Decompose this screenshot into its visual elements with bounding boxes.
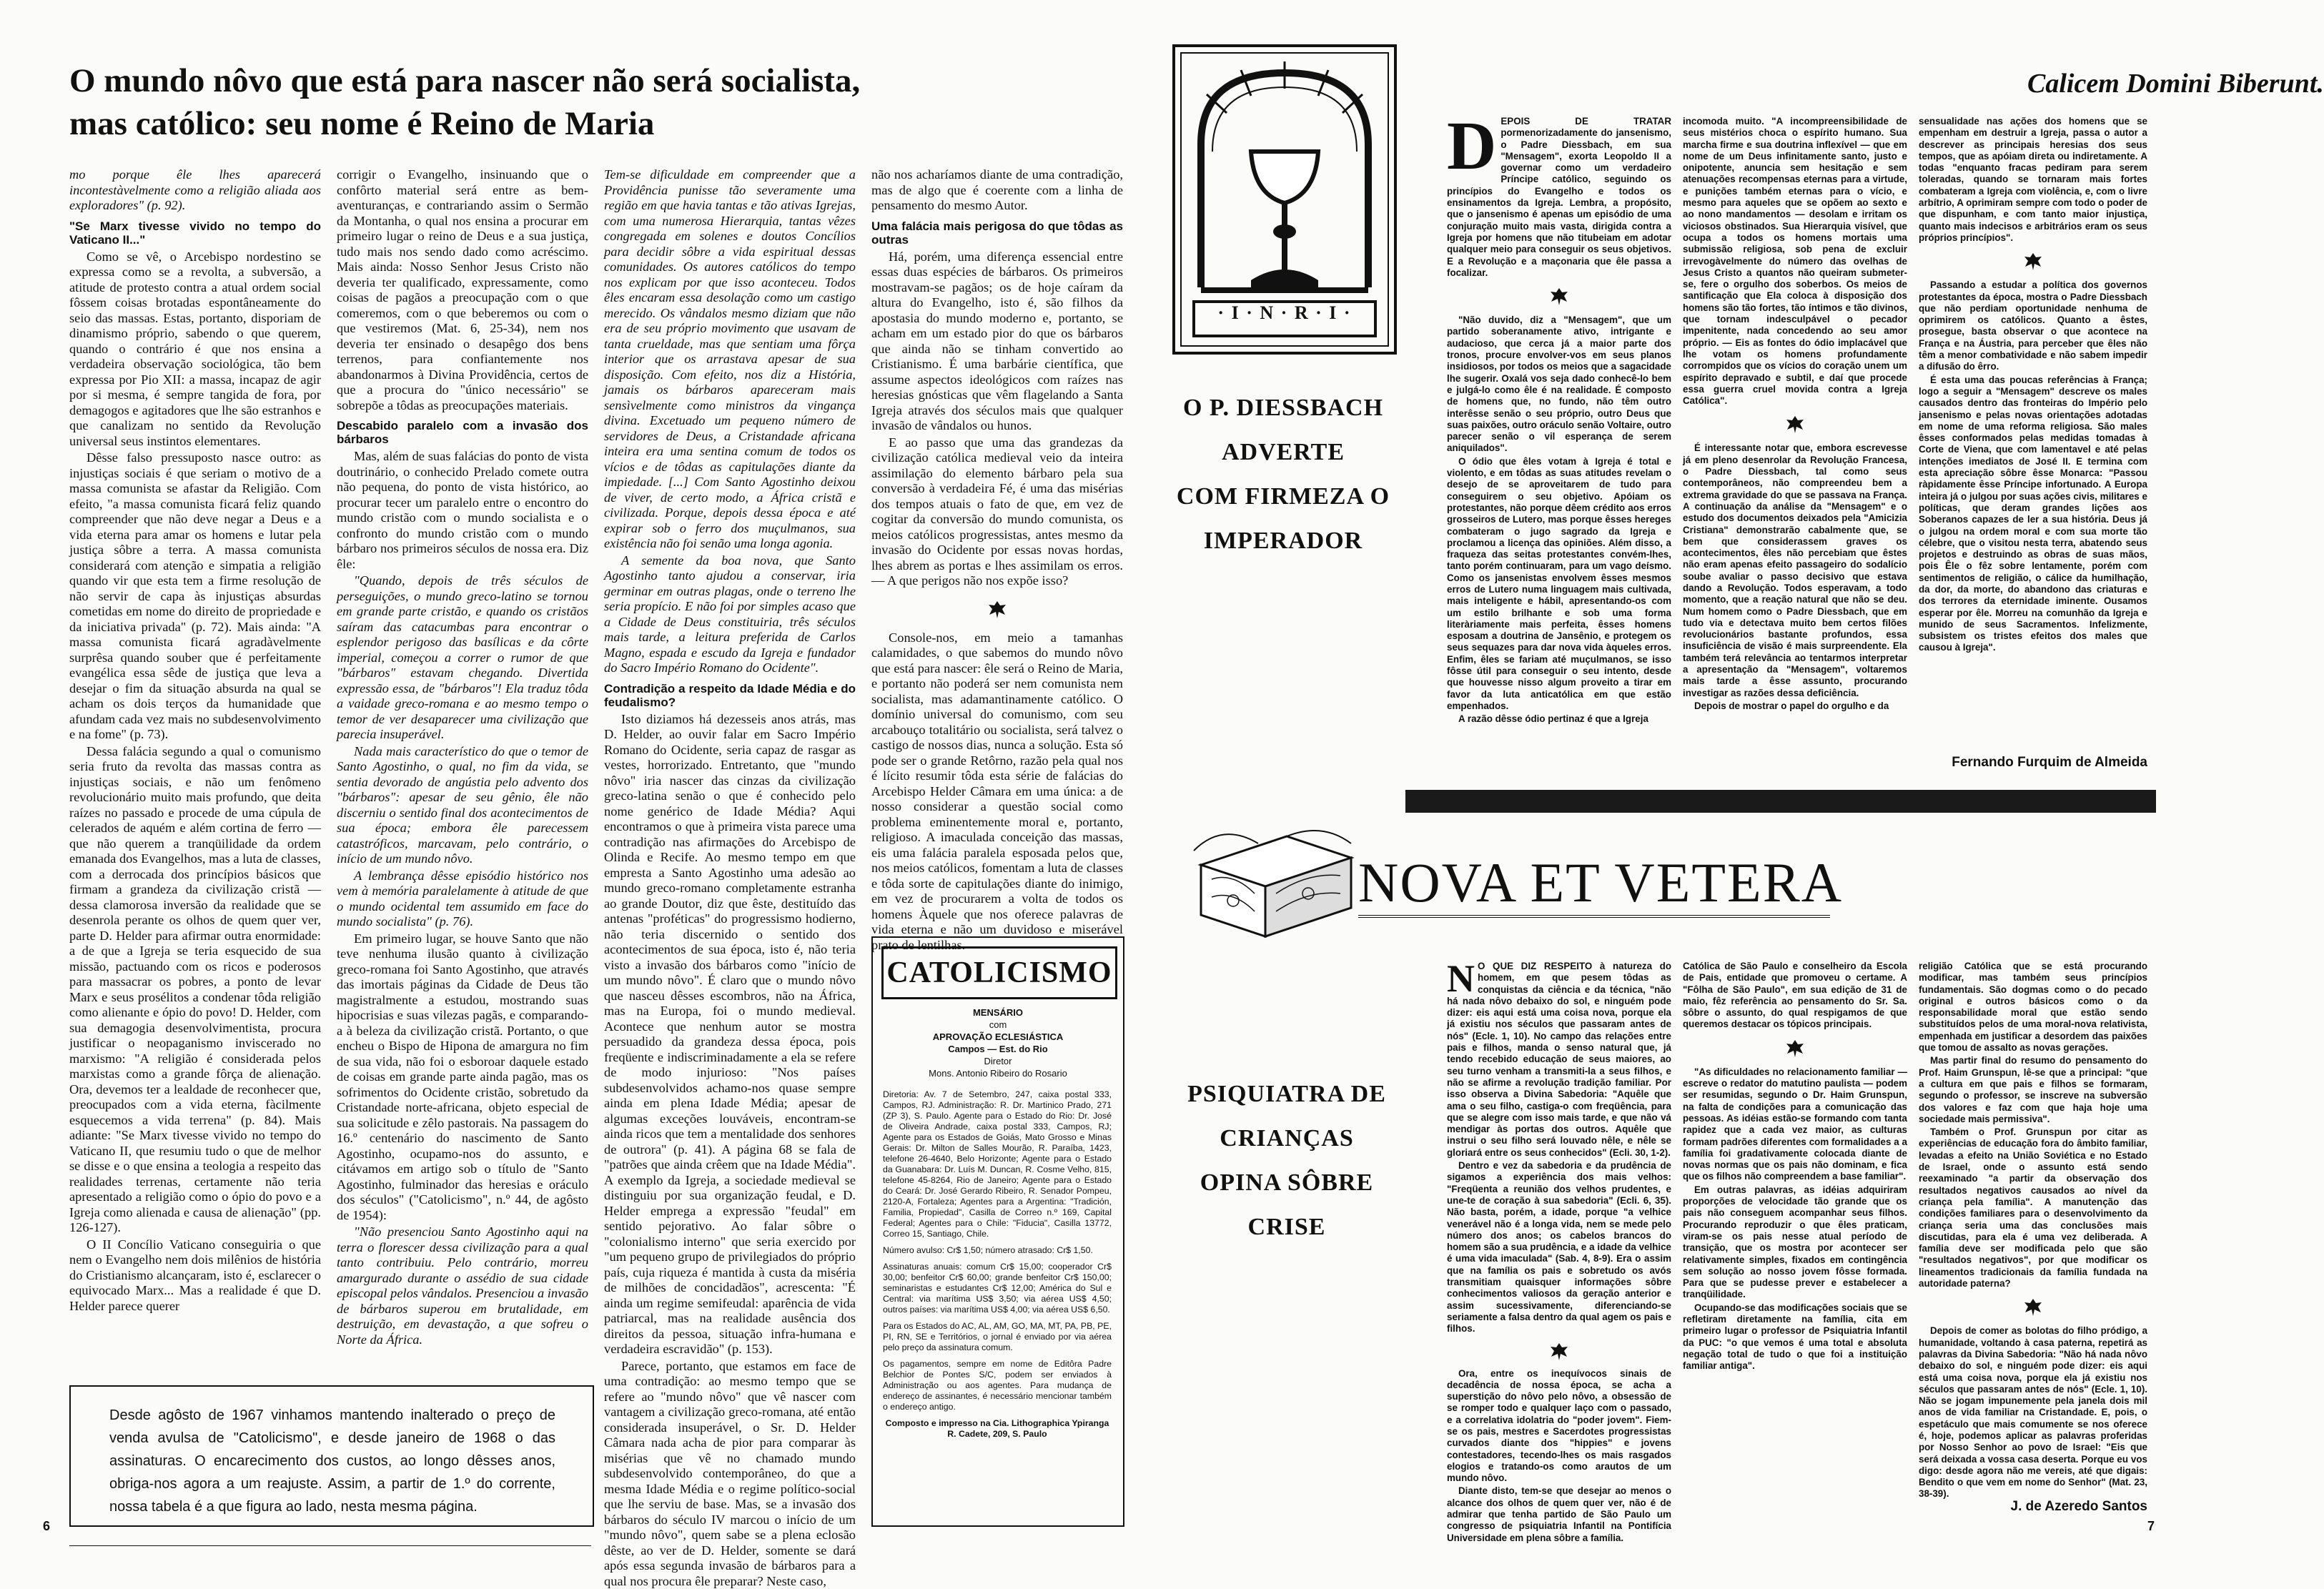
side-headline-line: OPINA SÔBRE <box>1158 1161 1415 1205</box>
column-4-paragraph: Há, porém, uma diferença essencial entre essas duas espécies de bárbaros. Os primeiros mostravam-se pagãos; os de hoje caíram da altura do Evangelho, isto é, são filhos da apostasia do mundo moderno e, portanto, se acham em um estado pior do que os bárbaros que ainda não se tinham convertido ao Cristianismo. É uma barbárie científica, que assume aspectos ideológicos com raízes nas heresias gnósticas que vêm flagelando a Santa Igreja através dos séculos mais que qualquer invasão de vândalos ou hunos. <box>871 249 1123 434</box>
side-headline-line: PSIQUIATRA DE <box>1158 1072 1415 1117</box>
treasure-chest-illustration-icon <box>1180 822 1373 944</box>
headline-line2: mas católico: seu nome é Reino de Maria <box>69 102 1142 145</box>
psiquiatra-side-headline <box>1158 1072 1415 1249</box>
article-paragraph: sensualidade nas ações dos homens que se empenham em destruir a Igreja, passa o autor a descrever as principais heresias dos seus tempos, que as apóiam direta ou indiretamente. A todas "enquanto fracas pediram para serem toleradas, quando se tornaram mais fortes combateram a Igreja com violência, e, com o livre arbítrio, A oprimiram sempre com todo o poder de que dispunham, e com tanto maior injustiça, quanto mais indecisos e arbitrários eram os seus próprios princípios". <box>1919 116 2147 244</box>
article-paragraph: O ódio que êles votam à Igreja é total e violento, e em tôdas as suas atitudes revelam o desejo de se aproveitarem de tudo para conseguirem o seu objetivo. Apóiam os protestantes, não porque dêem crédito aos erros grosseiros de Lutero, mas porque êsses hereges combateram o jugo sagrado da Igreja e proclamou a licença das opiniões. Além disso, a fraqueza das seitas protestantes convém-lhes, tanto porém continuaram, para um vago deísmo. Como os jansenistas envolvem êsses mesmos erros de Lutero numa linguagem mais cultivada, mais inteligente e hábil, apresentando-os com um estilo brilhante e sob uma forma literàriamente mais perfeita, êsses homens esposam a doutrina de Jansênio, e protegem os seus sequazes para dar nova vida àqueles erros. Enfim, êles se fariam até muçulmanos, se isso fôsse útil para conseguir o seu intento, desde que houvesse nisso algum proveito a tirar em favor da luta anticatólica em que estão empenhados. <box>1447 456 1671 713</box>
column-1-lead: mo porque êle lhes aparecerá incontestàvelmente como a religião aliada aos exploradores" (p. 92). <box>69 167 321 214</box>
diessbach-column-3 <box>1919 116 2147 752</box>
side-headline-line: COM FIRMEZA O <box>1144 475 1423 519</box>
article-paragraph: Em outras palavras, as idéias adquiriram proporções de velocidade tão grande que os pais não conseguem acompanhar seus filhos. Procurando reproduzir o que êles praticam, viram-se os pais nesse atual período de transição, que os mostra por acontecer ser relativamente simples, fixados em contingência sem solução ao nosso jovem fôsse formada. Para que se pudesse prever e estabelecer a tranqüilidade. <box>1683 1184 1907 1301</box>
column-2-paragraph: corrigir o Evangelho, insinuando que o confôrto material será entre as bem-aventuranças, e contrariando assim o Sermão da Montanha, o qual nos ensina a procurar em primeiro lugar o reino de Deus e a sua justiça, tudo mais nos sendo dado como acréscimo. Mais ainda: Nosso Senhor Jesus Cristo não deveria ter qualificado, expressamente, como coisas de pagãos a preocupação com o que comeremos, com o que beberemos ou com o que vestiremos (Mat. 6, 25-34), nem nos deveria ter ensinado o desapêgo dos bens terrenos, para confiantemente nos abandonarmos à Divina Providência, certos de que a procura do "único necessário" se sobrepõe a tôdas as preocupações materiais. <box>337 167 588 413</box>
side-headline-line: CRISE <box>1158 1205 1415 1249</box>
inri-banner: · I · N · R · I · <box>1195 302 1374 324</box>
page-number-left: 6 <box>43 1519 50 1534</box>
article-paragraph: incomoda muito. "A incompreensibilidade de seus mistérios choca o espírito humano. Sua marcha firme e sua doutrina inflexível — que em nome de um Deus infinitamente santo, justo e onipotente, anuncia sem hesitação e sem atenuações recompensas eternas para a virtude, e punições também eternas para o vício, e mesmo para aqueles que se opõem ao sexto e ao nono mandamentos — desolam e irritam os viciosos obstinados. Sua Hierarquia visível, que ocupa a todos os homens mortais uma submissão religiosa, sob pena de excluir irrevogàvelmente do número das ovelhas de Jesus Cristo a quantos não queiram submeter-se, fere o orgulho dos soberbos. Os meios de santificação que Ela coloca à disposição dos homens são tão fortes, tão íntimos e tão divinos, que tornam indesculpável o pecador impenitente, nada concedendo ao seu amor próprio. — Eis as fontes do ódio implacável que lhe votam os homens profundamente corrompidos que os vícios do coração unem um espírito depravado e subtil, e daí que procede essa guerra cruel movida contra a Igreja Católica". <box>1683 116 1907 407</box>
column-1-paragraph: O II Concílio Vaticano conseguiria o que nem o Evangelho nem dois milênios de história do Cristianismo alcançaram, isto é, esclarecer o equivocado Marx... Mas a realidade é que D. Helder parece querer <box>69 1237 321 1315</box>
masthead-header-block <box>873 1006 1123 1079</box>
article-paragraph: É interessante notar que, embora escrevesse já em pleno desenrolar da Revolução Francesa, o Padre Diessbach, tal como seus contemporâneos, não compreendeu bem a extrema gravidade do que se passava na França. A continuação da análise da "Mensagem" e o estudo dos documentos deixados pela "Amicizia Cristiana" demonstrarão cabalmente que, se bem que considerassem graves os acontecimentos, êles não percebiam que êstes não eram apenas efeito passageiro do sodalício soube avaliar o passo decisivo que estava dando a Revolução. Todos esperavam, a todo momento, que a reação natural que não se deu. Num homem como o Padre Diessbach, que em tudo via e detectava muito bem certos filões revolucionários bastante profundos, essa insuficiência de visão é mais surpreendente. Ela também terá relevância ao tentarmos interpretar a apresentação da "Mensagem", voltaremos mais tarde a êsse assunto, procurando investigar as razões dessa deficiência. <box>1683 442 1907 699</box>
drop-cap: N <box>1447 962 1475 995</box>
column-2-paragraph: Em primeiro lugar, se houve Santo que não teve nenhuma ilusão quanto à civilização greco-romana foi Santo Agostinho, que através das imortais páginas da Cidade de Deus tão magistralmente a estudou, mostrando suas hipocrisias e suas vilezas pagãs, e comparando-a à beleza da civilização cristã. Portanto, o que encheu o Bispo de Hipona de amargura no fim de sua vida, não foi o esboroar daquele estado de coisas em grande parte ainda pagão, mas os sofrimentos do Ocidente cristão, sobretudo da Cristandade norte-africana, objeto especial de sua solicitude e zêlo pastorais. Na passagem do 16.º centenário do nascimento de Santo Agostinho, ocupamo-nos do assunto, e citávamos em artigo sob o título de "Santo Agostinho, fulminador das heresias e oráculo dos séculos" ("Catolicismo", n.º 44, de agôsto de 1954): <box>337 931 588 1224</box>
article-paragraph: religião Católica que se está procurando modificar, mas também seus princípios fundamentais. São dogmas como o do pecado original e outros básicos como o da responsabilidade moral que estão sendo substituídos pelos de uma moral-nova relativista, empenhada em justificar a desordem das paixões que tomou de assalto as novas gerações. <box>1919 961 2147 1054</box>
column-3-quote: Tem-se dificuldade em compreender que a Providência punisse tão severamente uma região em que havia tantas e tão ativas Igrejas, com uma numerosa Hierarquia, tantas vêzes congregada em solenes e doutos Concílios para decidir sôbre a vida espiritual dessas comunidades. Os autores católicos do tempo nos explicam por que isso aconteceu. Todos êles encaram essa desolação como um castigo merecido. Os vândalos mesmo diziam que não era de seu próprio movimento que usavam de tanta crueldade, mas que sentiam uma fôrça interior que os arrastava apesar de sua disposição. Com efeito, nos diz a História, jamais os bárbaros apareceram mais sensìvelmente como ministros da vingança divina. Excetuado um pequeno número de servidores de Deus, a Cristandade africana inteira era uma sentina comum de todos os vícios e de tôdas as capitulações diante da impiedade. [...] Com Santo Agostinho deixou de viver, de certo modo, a África cristã e civilizada. Porque, depois dessa época e até expirar sob o ferro dos muçulmanos, sua existência não foi senão uma longa agonia. <box>604 167 856 552</box>
side-headline-line: ADVERTE <box>1144 430 1423 475</box>
column-1-paragraph: Dêsse falso pressuposto nasce outro: as injustiças sociais é que seriam o motivo de a massa comunista se afastar da Religião. Com efeito, "a massa comunista ficará feliz quando compreender que não deve negar a Deus e a vida eterna para amar os homens e lutar pela justiça sôbre a terra. A massa comunista considerará com atenção e simpatia a religião quando vir que esta tem a firme resolução de não servir de capa às injustiças absurdas cometidas em nome do direito de propriedade e da iniciativa privada" (p. 72). Mais ainda: "A massa comunista ficará agradàvelmente surprêsa quando souber que é perfeitamente evangélica essa sêde de justiça que leva a desejar o fim da situação absurda na qual se acham os dois terços da humanidade que afundam cada vez mais no subdesenvolvimento e na fome" (p. 73). <box>69 450 321 743</box>
article-paragraph: Diante disto, tem-se que desejar ao menos o alcance dos olhos de quem quer ver, não é de admirar que tenha partido de São Paulo um congresso de psiquiatria Infantil na Pontifícia Universidade em plena sôbre a família. <box>1447 1485 1671 1543</box>
page-number-right: 7 <box>2147 1519 2155 1534</box>
column-2-quote: A lembrança dêsse episódio histórico nos vem à memória paralelamente à atitude de que o mundo ocidental tem assumido em face do mundo socialista" (p. 76). <box>337 868 588 930</box>
masthead-line: APROVAÇÃO ECLESIÁSTICA <box>873 1031 1123 1043</box>
drop-cap: D <box>1447 117 1496 174</box>
headline-line1: O mundo nôvo que está para nascer não será socialista, <box>69 59 1142 102</box>
column-2-quote: "Quando, depois de três séculos de perseguições, o mundo greco-latino se tornou em grande parte cristão, e quando os cristãos saíram das catacumbas para encontrar o esplendor perigoso das basílicas e da côrte imperial, começou a correr o rumor de que "bárbaros" estavam chegando. Divertida expressão essa, de "bárbaros"! Ela traduz tôda a vaidade greco-romana e ao mesmo tempo o temor de ver desaparecer uma civilização que parecia insuperável. <box>337 573 588 743</box>
masthead-line: Diretor <box>873 1055 1123 1067</box>
psiquiatra-column-2 <box>1683 961 1907 1525</box>
column-4 <box>871 167 1123 896</box>
side-headline-line: IMPERADOR <box>1144 519 1423 563</box>
article-paragraph: A razão dêsse ódio pertinaz é que a Igreja <box>1447 713 1671 725</box>
column-3-subhead: Contradição a respeito da Idade Média e do feudalismo? <box>604 682 856 709</box>
eagle-ornament-icon <box>1548 286 1570 307</box>
article-paragraph: Depois de mostrar o papel do orgulho e da <box>1683 701 1907 712</box>
column-4-paragraph: E ao passo que uma das grandezas da civilização católica medieval veio da inteira assimilação do elemento bárbaro pela sua conversão à verdadeira Fé, é uma das misérias dos tempos atuais o fato de que, em vez de cogitar da conversão do mundo comunista, os meios católicos progressistas, antes mesmo da invasão do Ocidente por essas novas hordas, lhes abrem as portas e lhes assimilam os erros. — A que perigos não nos expõe isso? <box>871 435 1123 589</box>
article-paragraph: Dentro e vez da sabedoria e da prudência de sigamos a experiência dos mais velhos: "Freqüenta a reunião dos velhos prudentes, e une-te de coração à sua sabedoria" (Ecli. 6, 35). Não basta, porém, a idade, porque "a velhice venerável não é a longa vida, nem se mede pelo número dos anos; os cabelos brancos do homem são a sua prudência, e a idade da velhice é uma vida imaculada" (Sab. 4, 8-9). Era o assim que na família os pais e sobretudo os avós transmitiam quaisquer informações sôbre conhecimentos valiosos da geração anterior e assim sucessivamente, diferenciando-se seriamente a falsa dentro da qual agem os pais e filhos. <box>1447 1160 1671 1335</box>
column-3 <box>604 167 856 1525</box>
column-4-subhead: Uma falácia mais perigosa do que tôdas as outras <box>871 219 1123 247</box>
diessbach-column-2 <box>1683 116 1907 802</box>
column-2-paragraph: Mas, além de suas falácias do ponto de vista doutrinário, o conhecido Prelado comete outra não pequena, do ponto de vista histórico, ao procurar tecer um paralelo entre o encontro do mundo cristão com o mundo socialista e o confronto do mundo cristão com o mundo bárbaro nos primeiros séculos de nossa era. Diz êle: <box>337 449 588 572</box>
masthead-title: CATOLICISMO <box>886 956 1112 990</box>
masthead-paragraph: Assinaturas anuais: comum Cr$ 15,00; cooperador Cr$ 30,00; benfeitor Cr$ 60,00; grande benfeitor Cr$ 150,00; seminaristas e estudantes Cr$ 12,00; América do Sul e Central: via marítima US$ 3,50; via aérea US$ 4,50; outros países: via marítima US$ 4,00; via aérea US$ 6,50. <box>883 1262 1112 1315</box>
masthead-paragraph: Os pagamentos, sempre em nome de Editôra Padre Belchior de Pontes S/C, podem ser enviados à Administração ou aos agentes. Para mudança de endereço de assinantes, é necessário mencionar também o endereço antigo. <box>883 1359 1112 1412</box>
psiquiatra-column-1 <box>1447 961 1671 1525</box>
column-1-paragraph: Como se vê, o Arcebispo nordestino se expressa como se a revolta, a subversão, a atitude de protesto contra a atual ordem social fôssem coisas brotadas espontâneamente do seio das massas. Estas, portanto, disporiam de dinamismo próprio, sabendo o que querem, quando o contrário é que nos ensina a verdadeira observação sociológica, tão bem expressa por Pio XII: a massa, incapaz de agir por si mesma, é sempre tangida de fora, por demagogos e agitadores que lhe são estranhos e que canalizam no sentido da Revolução universal seus instintos elementares. <box>69 249 321 450</box>
column-4-paragraph: não nos acharíamos diante de uma contradição, mas de algo que é coerente com a linha de pensamento do mesmo Autor. <box>871 167 1123 214</box>
article-paragraph: É esta uma das poucas referências à França; logo a seguir a "Mensagem" descreve os males causados dentro das fronteiras do Império pelo jansenismo e pelas novas orientações adotadas em nome de uma reforma religiosa. São males êsses conformados pelas medidas tomadas à Corte de Viena, que com lamentavel e até pelas intenções imediatos de José II. E termina com esta apreciação sôbre êsse Monarca: "Passou ràpidamente êsse Príncipe infortunado. A Europa inteira já o julgou por suas ações civis, militares e políticas, que deram grandes lições aos Soberanos capazes de ler a sua história. Deus já o julgou na ordem moral e com sua morte tão célebre, que o visitou nesta terra, abatendo seus projetos e destruindo as obras de suas mãos, pois Êle o fêz sobre lentamente, porém com sentimentos de religião, o cálice da humilhação, da dor, da morte, do abandono das criaturas e dos terrores da eternidade iminente. Ousamos esperar por êle. Morreu na comunhão da Igreja e munido de seus Sacramentos. Infelizmente, subsistem os tristes efeitos dos males que causou à Igreja". <box>1919 375 2147 654</box>
masthead-body <box>883 1089 1112 1440</box>
masthead-line: MENSÁRIO <box>873 1006 1123 1019</box>
motto: Calicem Domini Biberunt. <box>2027 68 2163 99</box>
eagle-ornament-icon <box>987 599 1008 620</box>
author-byline-2: J. de Azeredo Santos <box>1919 1499 2147 1515</box>
catolicismo-masthead <box>871 936 1124 1527</box>
article-paragraph: Ocupando-se das modificações sociais que se refletiram diretamente na família, cita em primeiro lugar o professor de Psiquiatria Infantil da PUC: "o que vemos é uma total e absoluta negação total de tudo o que foi a instituição familiar antiga". <box>1683 1302 1907 1372</box>
column-1-subhead: "Se Marx tivesse vivido no tempo do Vaticano II..." <box>69 219 321 247</box>
price-notice-box <box>69 1385 594 1527</box>
article-paragraph: EPOIS DE TRATAR pormenorizadamente do jansenismo, o Padre Diessbach, em sua "Mensagem", exorta Leopoldo II a governar como um verdadeiro Príncipe católico, seguindo os princípios do Evangelho e todos os ensinamentos da Igreja. Lembra, a propósito, que o jansenismo é apenas um episódio de uma conjuração muito mais vasta, dirigida contra a Igreja por homens que não titubeiam em adotar qualquer meio para conseguir os seus objetivos. E a Revolução e a maçonaria que êle passa a focalizar. <box>1447 116 1671 279</box>
column-2-quote: "Não presenciou Santo Agostinho aqui na terra o florescer dessa civilização para a qual tanto contribuiu. Pelo contrário, morreu amargurado durante o assédio de sua cidade episcopal pelos vândalos. Presenciou a invasão de bárbaros superou em brutalidade, em destruição, em devastação, a que sofreu o Norte da África. <box>337 1224 588 1347</box>
article-paragraph: Também o Prof. Grunspun por citar as experiências de educação fora do âmbito familiar, levadas a efeito na União Soviética e no Estado de Israel, onde o assunto está sendo reexaminado "a partir da observação dos resultados negativos causados ao nível da criança pela família". A manutenção das condições familiares para o desenvolvimento da criança seria uma das conclusões mais discutidas, para ela é uma vez deliberada. A família deve ser modificada pelo que são "resultados negativos", por que modificar os lineamentos tradicionais da família fundada na autoridade paterna? <box>1919 1127 2147 1289</box>
article-paragraph: "Não duvido, diz a "Mensagem", que um partido soberanamente ativo, intrigante e audacioso, que cerca já a maior parte dos tronos, procure envolver-vos em seus planos insidiosos, por todos os meios que a sagacidade lhe sugerir. Oxalá vos seja dado conhecê-lo bem e julgá-lo como êle é na realidade. É composto de homens que, no fundo, não têm outro interêsse senão o seu próprio, outro Deus que suas paixões, outro oráculo senão Voltaire, outro parecer senão o vil esperança de serem aniquilados". <box>1447 315 1671 455</box>
eagle-ornament-icon <box>2022 1297 2044 1318</box>
column-2-quote: Nada mais característico do que o temor de Santo Agostinho, o qual, no fim da vida, se sentia devorado de angústia pelo advento dos "bárbaros": apesar de seu gênio, êle não discerniu o sentido final dos acontecimentos de sua época; embora êle parecessem catastróficos, marcavam, pelo contrário, o início de um mundo nôvo. <box>337 744 588 867</box>
column-2-subhead: Descabido paralelo com a invasão dos bárbaros <box>337 419 588 446</box>
side-headline-line: O P. DIESSBACH <box>1144 386 1423 430</box>
eagle-ornament-icon <box>2022 251 2044 272</box>
column-3-paragraph: Isto diziamos há dezesseis anos atrás, mas D. Helder, ao ouvir falar em Sacro Império Romano do Ocidente, seria capaz de rasgar as vestes, horrorizado. Entretanto, que "mundo nôvo" iria nascer das cinzas da civilização greco-latina senão o que é conhecido pelo nome genérico de Idade Média? Aqui encontramos o que à primeira vista parece uma contradição nas afirmações do Arcebispo de Olinda e Recife. Ao mesmo tempo em que empresta a Santo Agostinho uma adesão ao mundo greco-romano completamente estranha ao grande Doutor, diz que êste, destituído das antenas "proféticas" do progressismo hodierno, não teria discernido o sentido dos acontecimentos de sua época, isto é, não teria visto a invasão dos bárbaros como "início de um mundo nôvo". É claro que o mundo nôvo que nasceu dêsses escombros, não na África, mas na Europa, foi o mundo medieval. Acontece que nenhum autor se mostra persuadido da grandeza dessa época, pois freqüente e indiscriminadamente a ela se refere de modo injurioso: "Nos países subdesenvolvidos achamo-nos quase sempre ainda em plena Idade Média; apesar de algumas exceções louváveis, encontram-se ainda ricos que tem a mentalidade dos senhores de outrora" (p. 41). A página 68 se fala de "patrões que ainda crêem que na Idade Média". A exemplo da Igreja, a sociedade medieval se distinguiu por sua organização feudal, e D. Helder emprega a expressão "feudal" em sentido pejorativo. Ao falar sôbre o "colonialismo interno" que seria exercido por "um pequeno grupo de privilegiados do próprio país, cuja riqueza é mantida à custa da miséria de milhões de concidadãos", acrescenta: "É ainda um regime semifeudal: aparência de vida patriarcal, mas na realidade ausência dos direitos da pessoa, situação infra-humana e verdadeira escravidão" (p. 153). <box>604 712 856 1357</box>
article-paragraph: "As dificuldades no relacionamento familiar — escreve o redator do matutino paulista — podem ser resumidas, segundo o Dr. Haim Grunspun, na falta de condições para a comunicação das pessoas. As idéias estão-se formando com tanta rapidez que a cada vez maior, as culturas formam padrões diferentes com formalidades a a família foi gradativamente colocada diante de novas normas que os pais não dominam, e fica que os filhos não compreendem a base familiar". <box>1683 1066 1907 1183</box>
eagle-ornament-icon <box>1784 1038 1806 1059</box>
diessbach-side-headline <box>1144 386 1423 563</box>
author-byline-1: Fernando Furquim de Almeida <box>1919 755 2147 771</box>
masthead-line: Campos — Est. do Rio <box>873 1043 1123 1055</box>
article-paragraph: O QUE DIZ RESPEITO à natureza do homem, em que pesem tôdas as conquistas da ciência e da técnica, "não há nada nôvo debaixo do sol, e ninguém pode dizer: eis aqui está uma coisa nova, porque ela já existiu nos séculos que passaram antes de nós" (Ecle. 1, 10). No campo das relações entre pais e filhos, manda o senso natural que, já tendo recebido educação de seus maiores, ao seu turno venham a transmiti-la a seus filhos, e não se afirme a revolução tradição familiar. Por isso observa a Divina Sabedoria: "Aquêle que ama o seu filho, castiga-o com freqüência, para que se alegre com isso mais tarde, e que não vá mendigar às portas dos outros. Aquêle que instrui o seu filho será louvado nêle, e nêle se gloriará entre os seus conhecidos" (Ecli. 30, 1-2). <box>1447 961 1671 1159</box>
article-paragraph: Passando a estudar a política dos governos protestantes da época, mostra o Padre Diessbach que não perdiam oportunidade nenhuma de oprimirem os católicos. Quanto a êstes, prosegue, basta observar o que acontece na França e na Áustria, para perceber que êles não têm a menor combatividade e não sabem impedir a difusão do êrro. <box>1919 279 2147 372</box>
price-notice-text: Desde agôsto de 1967 vinhamos mantendo inalterado o preço de venda avulsa de "Catolicismo", e desde janeiro de 1968 o das assinaturas. O encarecimento dos custos, ao longo dêsses anos, obriga-nos agora a um reajuste. Assim, a partir de 1.º do corrente, nossa tabela é a que figura ao lado, nesta mesma página. <box>109 1404 555 1518</box>
column-1-paragraph: Dessa falácia segundo a qual o comunismo seria fruto da revolta das massas contra as injustiças sociais, e não um fenômeno revolucionário muito mais profundo, que deita raízes no passado e procede de uma cúpula de celerados de aquém e além cortina de ferro — que não querem a tranqüilidade da ordem emanada dos Evangelhos, mas a luta de classes, com a derrocada dos princípios básicos que firmam a grandeza da civilização cristã — dessa clamorosa inversão da realidade que se desenrola perante os olhos de quem quer ver, parte D. Helder para afirmar outra enormidade: a de que a Igreja se teria esquecido de sua missão, pactuando com os ricos e poderosos para massacrar os pobres, a ponto de levar Marx e seus prosélitos a condenar tôda religião como alienante e ópio do povo! D. Helder, com sua demagogia desenvolvimentista, procura justificar o neopaganismo inviscerado no marxismo: "A religião é considerada pelos marxistas como a grande fôrça de alienação. Ora, devemos ter a lealdade de reconhecer que, preocupados com a vida eterna, fàcilmente esquecemos a vida terrena" (p. 84). Mais adiante: "Se Marx tivesse vivido no tempo do Vaticano II, que resumiu tudo o que de melhor se disse e o que ensina a teologia a respeito das realidades terrenas, certamente não teria apresentado a religião como o ópio do povo e a Igreja como alienada e causa de alienação" (pp. 126-127). <box>69 744 321 1236</box>
masthead-printer: Composto e impresso na Cia. Lithographica Ypiranga R. Cadete, 209, S. Paulo <box>883 1418 1112 1440</box>
masthead-paragraph: Número avulso: Cr$ 1,50; número atrasado: Cr$ 1,50. <box>883 1245 1112 1256</box>
column-3-paragraph: Parece, portanto, que estamos em face de uma contradição: ao mesmo tempo que se refere ao "mundo nôvo" que vê nascer com vantagem a civilização greco-romana, até então considerada insuperável, o Sr. D. Helder Câmara nada acha de pior para comparar às misérias que vê no chamado mundo subdesenvolvido contemporâneo, do que a mesma Idade Média e o regime político-social que lhe serviu de base. Mas, se a invasão dos bárbaros do século IV marcou o início de um "mundo nôvo", quem sabe se a plena eclosão dêste, ao ver de D. Helder, somente se dará após essa segunda invasão de bárbaros para a qual nos procura êle preparar? Neste caso, <box>604 1359 856 1589</box>
column-4-paragraph: Console-nos, em meio a tamanhas calamidades, o que sabemos do mundo nôvo que está para nascer: êle será o Reino de Maria, e portanto não poderá ser nem comunista nem socialista, mas adamantinamente católico. O domínio universal do comunismo, com seu arcabouço totalitário ou socialista, será talvez o castigo de nossos dias, nunca a solução. Esta só pode ser o grande Retôrno, razão pela qual nos é lícito resumir tôda esta série de falácias do Arcebispo Helder Câmara em uma única: a de nosso considerar a questão social como problema eminentemente moral e, portanto, religioso. A imaculada conceição das massas, eis uma falácia paralela esposada pelos que, nos meios católicos, fomentam a luta de classes e tôda sorte de capitulações diante do inimigo, em vez de procurarem a volta de todos os homens Àquele que nos oferece palavras de vida eterna e não um duvidoso e miserável prato de lentilhas. <box>871 630 1123 954</box>
article-paragraph: Mas partir final do resumo do pensamento do Prof. Haim Grunspun, lê-se que a principal: "que a cultura em que pais e filhos se formaram, segundo o professor, se inscreve na subversão dos valores e faz com que haja hoje uma sociedade mais permissiva". <box>1919 1055 2147 1125</box>
masthead-title-frame <box>881 946 1117 999</box>
masthead-line: Mons. Antonio Ribeiro do Rosario <box>873 1067 1123 1079</box>
psiquiatra-column-3 <box>1919 961 2147 1490</box>
eagle-ornament-icon <box>1548 1341 1570 1362</box>
article-paragraph: Depois de comer as bolotas do filho pródigo, a humanidade, voltando à casa paterna, repetirá as palavras da Divina Sabedoria: "Não há nada nôvo debaixo do sol, e ninguém pode dizer: eis aqui está uma coisa nova, porque ela já existiu nos séculos que passaram antes de nós" (Ecle. 1, 10). Não se jogam impunemente pela janela dois mil anos de vida familiar na Cristandade. E, pois, o espetáculo que mais comumente se nos oferece é, hoje, podemos aplicar as palavras proferidas por Nosso Senhor ao povo de Israel: "Eis que será deixada a vossa casa deserta. Porque eu vos digo: desde agora não me vereis, até que digais: Bendito o que vem em nome do Senhor" (Mat. 23, 38-39). <box>1919 1325 2147 1500</box>
column-1 <box>69 167 321 1361</box>
side-headline-line: CRIANÇAS <box>1158 1117 1415 1161</box>
article-paragraph: Ora, entre os inequívocos sinais de decadência de nossa época, se acha a superstição do nôvo pelo nôvo, a obsessão de se romper todo e qualquer laço com o passado, e a correlativa idolatria do "poder jovem". Fiem-se os pais, mestres e Sacerdotes progressistas curvados diante dos "hippies" e jovens contestadores, tecendo-lhes os mais rasgados elogios e tratando-os como arautos de um mundo nôvo. <box>1447 1368 1671 1485</box>
section-divider-band <box>1405 790 2156 813</box>
masthead-paragraph: Para os Estados do AC, AL, AM, GO, MA, MT, PA, PB, PE, PI, RN, SE e Territórios, o jornal é enviado por via aérea pelo preço da assinatura comum. <box>883 1321 1112 1353</box>
eagle-ornament-icon <box>1784 414 1806 435</box>
article-paragraph: Católica de São Paulo e conselheiro da Escola de Pais, entidade que promoveu o certame. A "Fôlha de São Paulo", em sua edição de 31 de maio, fêz referência ao pensamento do Sr. Sa. sôbre o assunto, do qual respigamos de que queremos destacar os tópicos principais. <box>1683 961 1907 1031</box>
masthead-line: com <box>873 1019 1123 1031</box>
nova-et-vetera-title: NOVA ET VETERA <box>1358 851 1830 918</box>
masthead-paragraph: Diretoria: Av. 7 de Setembro, 247, caixa postal 333, Campos, RJ. Administração: R. Dr. Martinico Prado, 271 (ZP 3), S. Paulo. Agente para o Estado do Rio: Dr. José de Oliveira Andrade, caixa postal 333, Campos, RJ; Agente para os Estados de Goiás, Mato Grosso e Minas Gerais: Dr. Milton de Salles Mourão, R. Paraíba, 1423, telefone 26-4640, Belo Horizonte; Agente para o Estado da Guanabara: Dr. Luís M. Duncan, R. Cosme Velho, 815, telefone 45-8264, Rio de Janeiro; Agente para o Estado do Ceará: Dr. José Gerardo Ribeiro, R. Senador Pompeu, 2120-A, Fortaleza; Agentes para a Argentina: "Tradición, Familia, Propiedad", Casilla de Correo n.º 169, Capital Federal; Agentes para o Chile: "Fiducia", Casilla 13772, Correo 15, Santiago, Chile. <box>883 1089 1112 1239</box>
column-2 <box>337 167 588 1361</box>
diessbach-column-1 <box>1447 116 1671 802</box>
notice-divider <box>69 1545 591 1546</box>
column-3-quote: A semente da boa nova, que Santo Agostinho tanto ajudou a conservar, iria germinar em outras plagas, onde o terreno lhe seria propício. E não foi por simples acaso que a Cidade de Deus constituiria, três séculos mais tarde, a leitura preferida de Carlos Magno, espada e escudo da Igreja e fundador do Sacro Império Romano do Ocidente". <box>604 553 856 676</box>
